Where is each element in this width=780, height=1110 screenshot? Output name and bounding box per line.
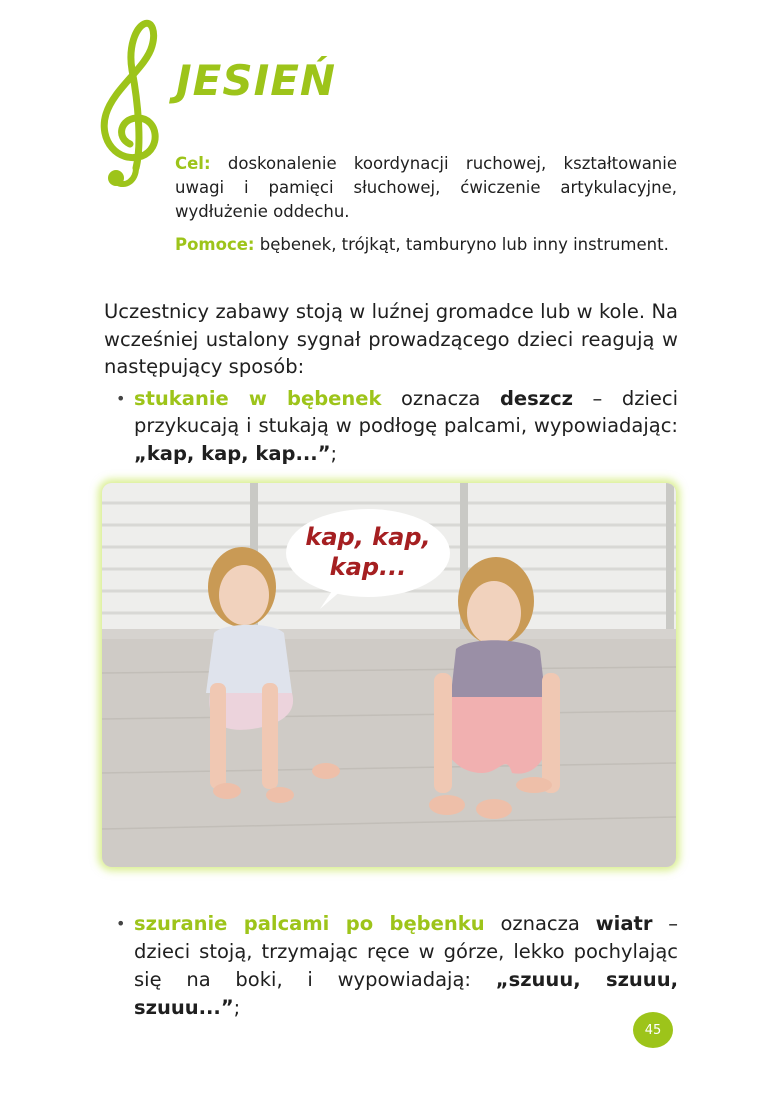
item-end: ; bbox=[330, 441, 338, 465]
action-keyword: stukanie w bębenek bbox=[134, 386, 382, 410]
action-keyword: szuranie palcami po bębenku bbox=[134, 912, 485, 935]
page-number: 45 bbox=[633, 1012, 673, 1048]
photo-illustration bbox=[102, 483, 676, 867]
bullet-list-1 bbox=[104, 385, 678, 468]
sound-text: „kap, kap, kap...” bbox=[134, 441, 331, 465]
instructions bbox=[104, 298, 678, 467]
page-title: JESIEŃ bbox=[176, 56, 337, 105]
treble-clef-icon bbox=[92, 18, 170, 190]
description-text: – dzieci przykucają i stukają w podłogę palcami, wypowiadając: bbox=[134, 386, 679, 437]
goal-section bbox=[175, 152, 677, 266]
bubble-line-2: kap... bbox=[329, 553, 407, 581]
goal-label: Cel: bbox=[175, 154, 211, 173]
list-item bbox=[104, 385, 678, 468]
goal-text: doskonalenie koordynacji ruchowej, kształtowanie uwagi i pamięci słuchowej, ćwiczenie artykulacyjne, wydłużenie oddechu. bbox=[175, 154, 677, 221]
list-item bbox=[104, 910, 678, 1022]
goal-paragraph bbox=[175, 152, 677, 224]
intro-paragraph: Uczestnicy zabawy stoją w luźnej gromadce lub w kole. Na wcześniej ustalony sygnał prowadzącego dzieci reagują w następujący sposób: bbox=[104, 300, 678, 378]
item-end: ; bbox=[233, 996, 241, 1019]
bubble-line-1: kap, kap, bbox=[305, 523, 431, 551]
meaning-keyword: deszcz bbox=[499, 386, 573, 410]
materials-text: bębenek, trójkąt, tamburyno lub inny instrument. bbox=[259, 235, 669, 254]
materials-paragraph bbox=[175, 233, 677, 257]
materials-label: Pomoce: bbox=[175, 235, 255, 254]
description-text: – dzieci stoją, trzymając ręce w górze, lekko pochylając się na boki, i wypowiadają: bbox=[134, 912, 679, 991]
connector-text: oznacza bbox=[401, 386, 481, 410]
photo bbox=[102, 483, 676, 867]
bullet-list-2 bbox=[104, 910, 678, 1022]
instructions-continued bbox=[104, 906, 678, 1022]
sound-text: „szuuu, szuuu, szuuu...” bbox=[134, 968, 678, 1019]
meaning-keyword: wiatr bbox=[595, 912, 653, 935]
connector-text: oznacza bbox=[500, 912, 580, 935]
